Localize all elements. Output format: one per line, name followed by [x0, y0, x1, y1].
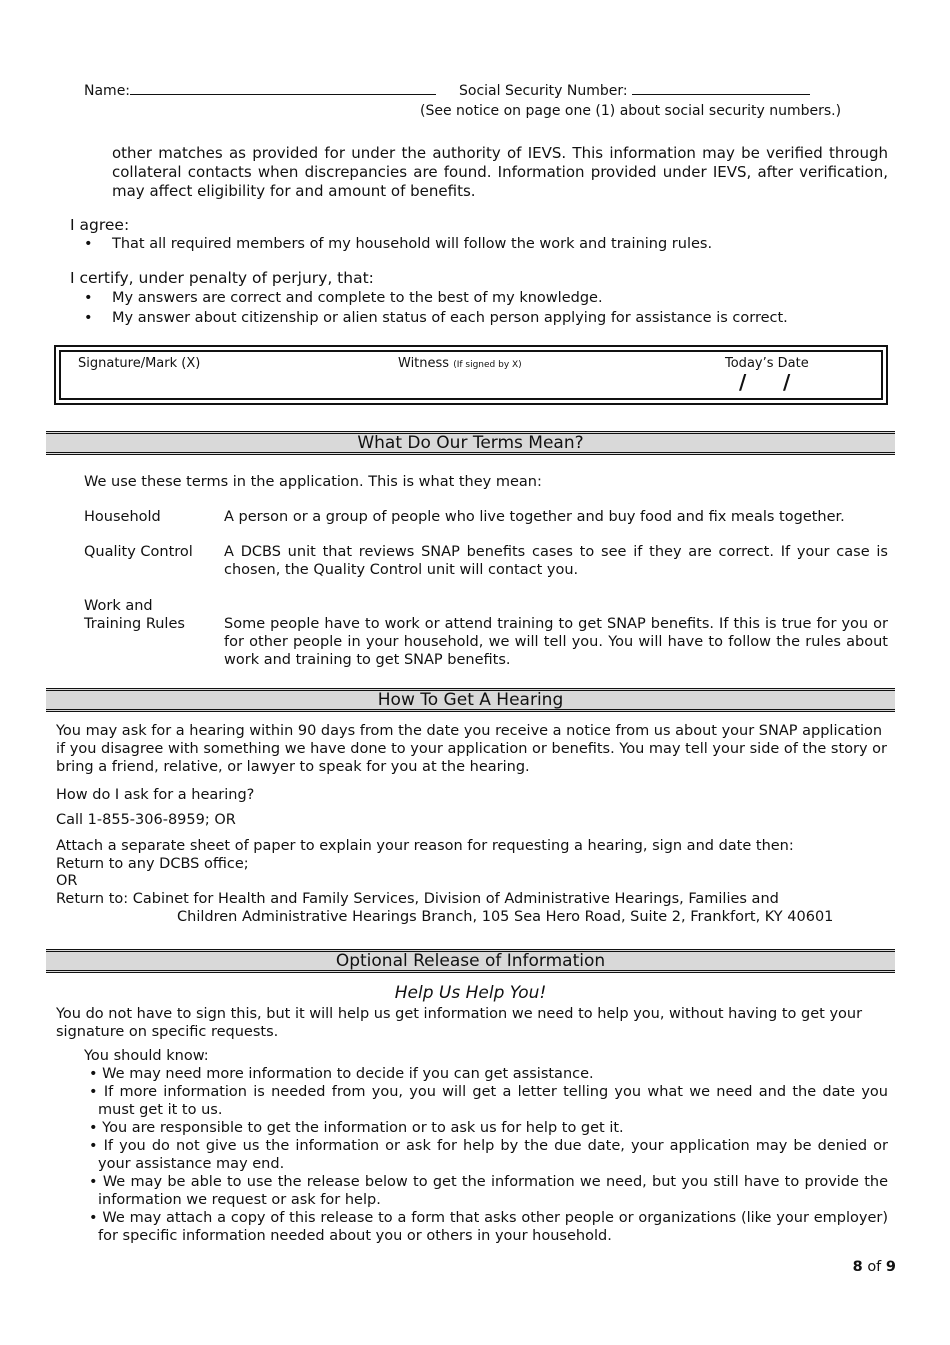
list-item: • We may need more information to decide if you can get assistance.: [89, 1066, 594, 1082]
bullet-icon: •: [84, 236, 93, 252]
ssn-label: Social Security Number:: [459, 83, 628, 99]
hearing-paragraph: You may ask for a hearing within 90 days from the date you receive a notice from us about your SNAP application if you disagree with something we have done to your application or benefits. You may tell your side of the story or bring a friend, relative, or lawyer to speak for you at the hearing.: [56, 723, 888, 775]
certify-heading: I certify, under penalty of perjury, that:: [70, 269, 374, 287]
signature-label: Signature/Mark (X): [78, 356, 201, 371]
hearing-attach: Attach a separate sheet of paper to explain your reason for requesting a hearing, sign and date then:: [56, 838, 794, 854]
ievs-paragraph: other matches as provided for under the authority of IEVS. This information may be verified through collateral contacts when discrepancies are found. Information provided under IEVS, after verification, may affect eligibility for and amount of benefits.: [112, 144, 888, 200]
ssn-field[interactable]: [459, 80, 810, 100]
ssn-notice: (See notice on page one (1) about social security numbers.): [420, 103, 842, 119]
hearing-or: OR: [56, 873, 78, 889]
terms-section-header: What Do Our Terms Mean?: [46, 431, 895, 455]
hearing-return-1: Return to any DCBS office;: [56, 856, 249, 872]
def-work-training: Some people have to work or attend training to get SNAP benefits. If this is true for you or for other people in your household, we will tell you. You will have to follow the rules about work and training to get SNAP benefits.: [224, 616, 888, 668]
name-label: Name:: [84, 83, 131, 99]
bullet-icon: •: [84, 310, 93, 326]
term-work-training-1: Work and: [84, 598, 153, 614]
witness-label: Witness (If signed by X): [398, 356, 522, 371]
hearing-question: How do I ask for a hearing?: [56, 787, 255, 803]
date-slash: /: [739, 370, 747, 394]
term-quality-control: Quality Control: [84, 544, 193, 560]
def-household: A person or a group of people who live together and buy food and fix meals together.: [224, 509, 845, 525]
date-slash: /: [783, 370, 791, 394]
list-item: • We may attach a copy of this release to a form that asks other people or organizations (like your employer) for specific information needed about you or others in your household.: [89, 1210, 889, 1244]
signature-box[interactable]: [54, 345, 888, 405]
date-label: Today’s Date: [725, 356, 809, 371]
release-know-heading: You should know:: [84, 1048, 209, 1064]
bullet-icon: •: [84, 290, 93, 306]
list-item: • We may be able to use the release below to get the information we need, but you still have to provide the information we request or ask for help.: [89, 1174, 888, 1208]
term-work-training-2: Training Rules: [84, 616, 185, 632]
term-household: Household: [84, 509, 161, 525]
list-item: • If more information is needed from you, you will get a letter telling you what we need and the date you must get it to us.: [89, 1084, 888, 1118]
list-item: • You are responsible to get the information or to ask us for help to get it.: [89, 1120, 624, 1136]
hearing-call: Call 1-855-306-8959; OR: [56, 812, 236, 828]
ssn-underline: [632, 80, 810, 95]
name-field[interactable]: [84, 80, 436, 100]
terms-intro: We use these terms in the application. This is what they mean:: [84, 474, 542, 490]
hearing-section-header: How To Get A Hearing: [46, 688, 895, 712]
hearing-return-2: Return to: Cabinet for Health and Family Services, Division of Administrative Hearings, Families and: [56, 891, 779, 907]
release-section-header: Optional Release of Information: [46, 949, 895, 973]
name-underline: [130, 80, 436, 95]
list-item: • If you do not give us the information or ask for help by the due date, your application may be denied or your assistance may end.: [89, 1138, 888, 1172]
hearing-return-2-cont: Children Administrative Hearings Branch, 105 Sea Hero Road, Suite 2, Frankfort, KY 40601: [177, 909, 834, 925]
page-number: 8 of 9: [852, 1259, 896, 1275]
def-quality-control: A DCBS unit that reviews SNAP benefits cases to see if they are correct. If your case is chosen, the Quality Control unit will contact you.: [224, 544, 888, 578]
agree-heading: I agree:: [70, 216, 130, 234]
release-intro: You do not have to sign this, but it will help us get information we need to help you, without having to get your signature on specific requests.: [56, 1006, 863, 1040]
release-list: [84, 1065, 888, 1245]
release-subtitle: Help Us Help You!: [394, 983, 547, 1003]
